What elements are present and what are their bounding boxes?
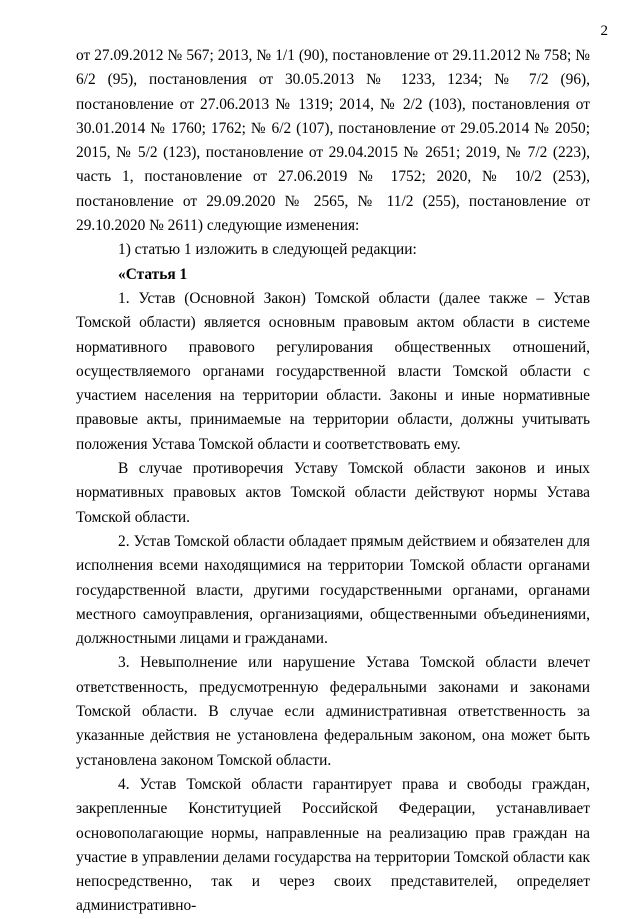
document-body (76, 44, 590, 919)
article-point-1: 1. Устав (Основной Закон) Томской области (далее также – Устав Томской области) является основным правовым актом области в системе нормативного правового регулирования общественных отношений, осуществляемого органами государственной власти Томской области с участием населения на территории области. Законы и иные нормативные правовые акты, принимаемые на территории области, должны учитывать положения Устава Томской области и соответствовать ему. (76, 289, 590, 453)
article-point-1-contradiction: В случае противоречия Уставу Томской области законов и иных нормативных правовых актов Томской области действуют нормы Устава Томской области. (76, 460, 590, 526)
amendments-list-paragraph: от 27.09.2012 № 567; 2013, № 1/1 (90), постановление от 29.11.2012 № 758; № 6/2 (95), постановления от 30.05.2013 № 1233, 1234; № 7/2 (96), постановление от 27.06.2013 № 1319; 2014, № 2/2 (103), постановления от 30.01.2014 № 1760; 1762; № 6/2 (107), постановление от 29.05.2014 № 2050; 2015, № 5/2 (123), постановление от 29.04.2015 № 2651; 2019, № 7/2 (223), часть 1, постановление от 27.06.2019 № 1752; 2020, № 10/2 (253), постановление от 29.09.2020 № 2565, № 11/2 (255), постановление от 29.10.2020 № 2611) следующие изменения: (76, 47, 590, 235)
article-heading: «Статья 1 (118, 265, 188, 283)
article-point-2: 2. Устав Томской области обладает прямым действием и обязателен для исполнения всеми находящимися на территории Томской области органами государственной власти, другими государственными органами, органами местного самоуправления, организациями, общественными объединениями, должностными лицами и гражданами. (76, 532, 590, 648)
article-point-4: 4. Устав Томской области гарантирует права и свободы граждан, закрепленные Конституцией Российской Федерации, устанавливает основополагающие нормы, направленные на реализацию прав граждан на участие в управлении делами государства на территории Томской области как непосредственно, так и через своих представителей, определяет административно- (76, 775, 590, 915)
page-number: 2 (600, 23, 608, 39)
instruction-paragraph: 1) статью 1 изложить в следующей редакции: (118, 241, 417, 259)
article-point-3: 3. Невыполнение или нарушение Устава Томской области влечет ответственность, предусмотренную федеральными законами и законами Томской области. В случае если административная ответственность за указанные действия не установлена федеральным законом, она может быть установлена законом Томской области. (76, 654, 590, 769)
